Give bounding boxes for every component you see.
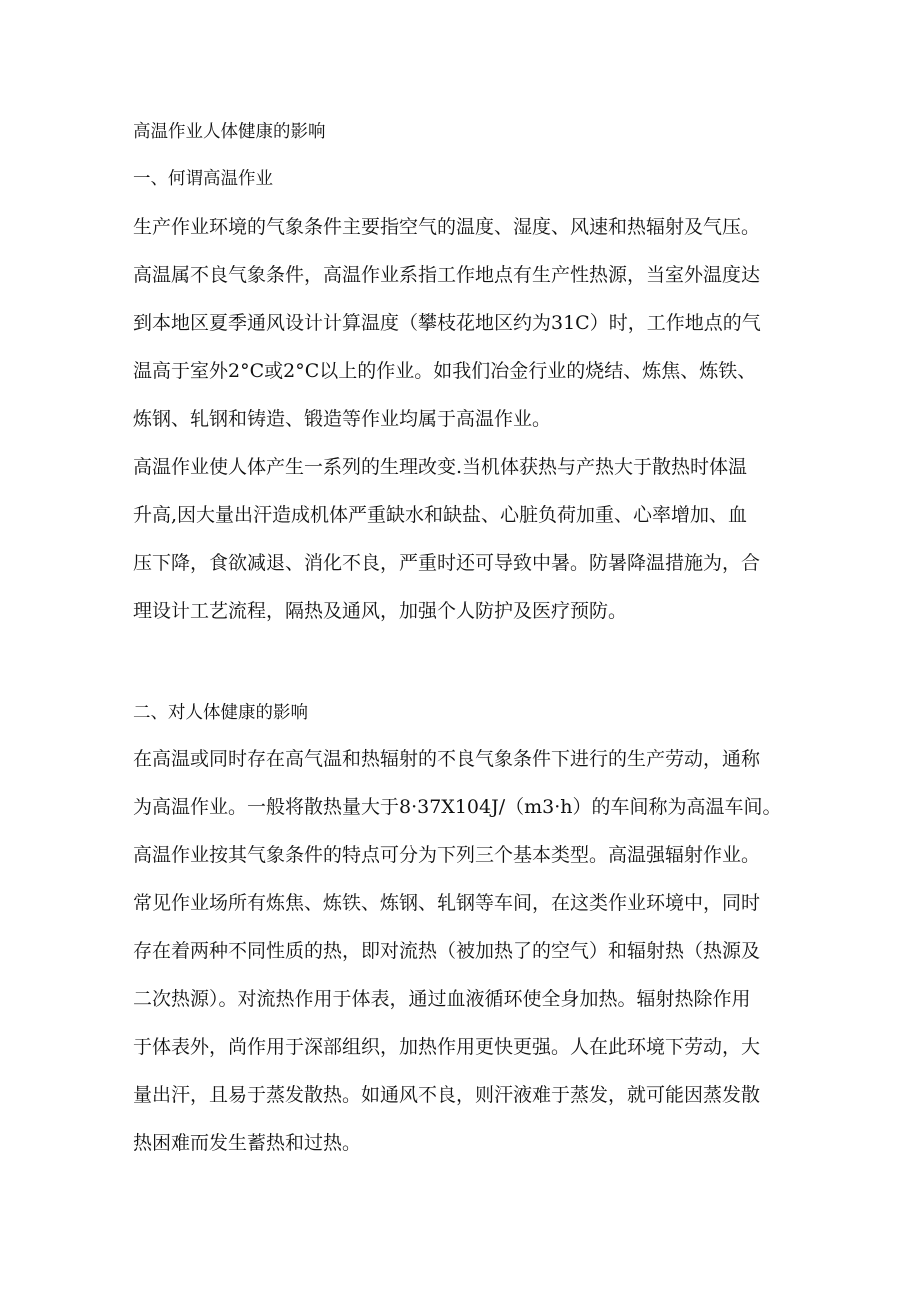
section2-p1-line-5: 存在着两种不同性质的热，即对流热（被加热了的空气）和辐射热（热源及 — [133, 940, 761, 962]
section2-p1-line-3: 高温作业按其气象条件的特点可分为下列三个基本类型。高温强辐射作业。 — [133, 844, 761, 866]
section2-p1-line-7: 于体表外，尚作用于深部组织，加热作用更快更强。人在此环境下劳动，大 — [133, 1036, 761, 1058]
section1-p1-line-4: 温高于室外2°C或2°C以上的作业。如我们冶金行业的烧结、炼焦、炼铁、 — [133, 360, 757, 382]
section2-heading: 二、对人体健康的影响 — [133, 703, 308, 723]
section1-p2-line-4: 理设计工艺流程，隔热及通风，加强个人防护及医疗预防。 — [133, 600, 628, 622]
section1-p1-line-3: 到本地区夏季通风设计计算温度（攀枝花地区约为31C）时，工作地点的气 — [133, 312, 761, 334]
section2-p1-line-4: 常见作业场所有炼焦、炼铁、炼钢、轧钢等车间，在这类作业环境中，同时 — [133, 892, 761, 914]
section2-p1-line-9: 热困难而发生蓄热和过热。 — [133, 1132, 362, 1154]
section1-p1-line-1: 生产作业环境的气象条件主要指空气的温度、湿度、风速和热辐射及气压。 — [133, 216, 761, 238]
section1-p1-line-2: 高温属不良气象条件，高温作业系指工作地点有生产性热源，当室外温度达 — [133, 264, 761, 286]
section2-p1-line-8: 量出汗，且易于蒸发散热。如通风不良，则汗液难于蒸发，就可能因蒸发散 — [133, 1084, 761, 1106]
document-title: 高温作业人体健康的影响 — [133, 122, 326, 142]
section2-p1-line-6: 二次热源）。对流热作用于体表，通过血液循环使全身加热。辐射热除作用 — [133, 988, 751, 1010]
section1-p2-line-2: 升高,因大量出汗造成机体严重缺水和缺盐、心脏负荷加重、心率增加、血 — [133, 504, 748, 526]
section1-heading: 一、何谓高温作业 — [133, 169, 273, 189]
section2-p1-line-1: 在高温或同时存在高气温和热辐射的不良气象条件下进行的生产劳动，通称 — [133, 748, 761, 770]
section1-p2-line-3: 压下降，食欲减退、消化不良，严重时还可导致中暑。防暑降温措施为，合 — [133, 552, 761, 574]
section2-p1-line-2: 为高温作业。一般将散热量大于8·37X104J∕（m3·h）的车间称为高温车间。 — [133, 796, 782, 818]
section1-p1-line-5: 炼钢、轧钢和铸造、锻造等作业均属于高温作业。 — [133, 408, 552, 430]
section1-p2-line-1: 高温作业使人体产生一系列的生理改变.当机体获热与产热大于散热时体温 — [133, 456, 748, 478]
